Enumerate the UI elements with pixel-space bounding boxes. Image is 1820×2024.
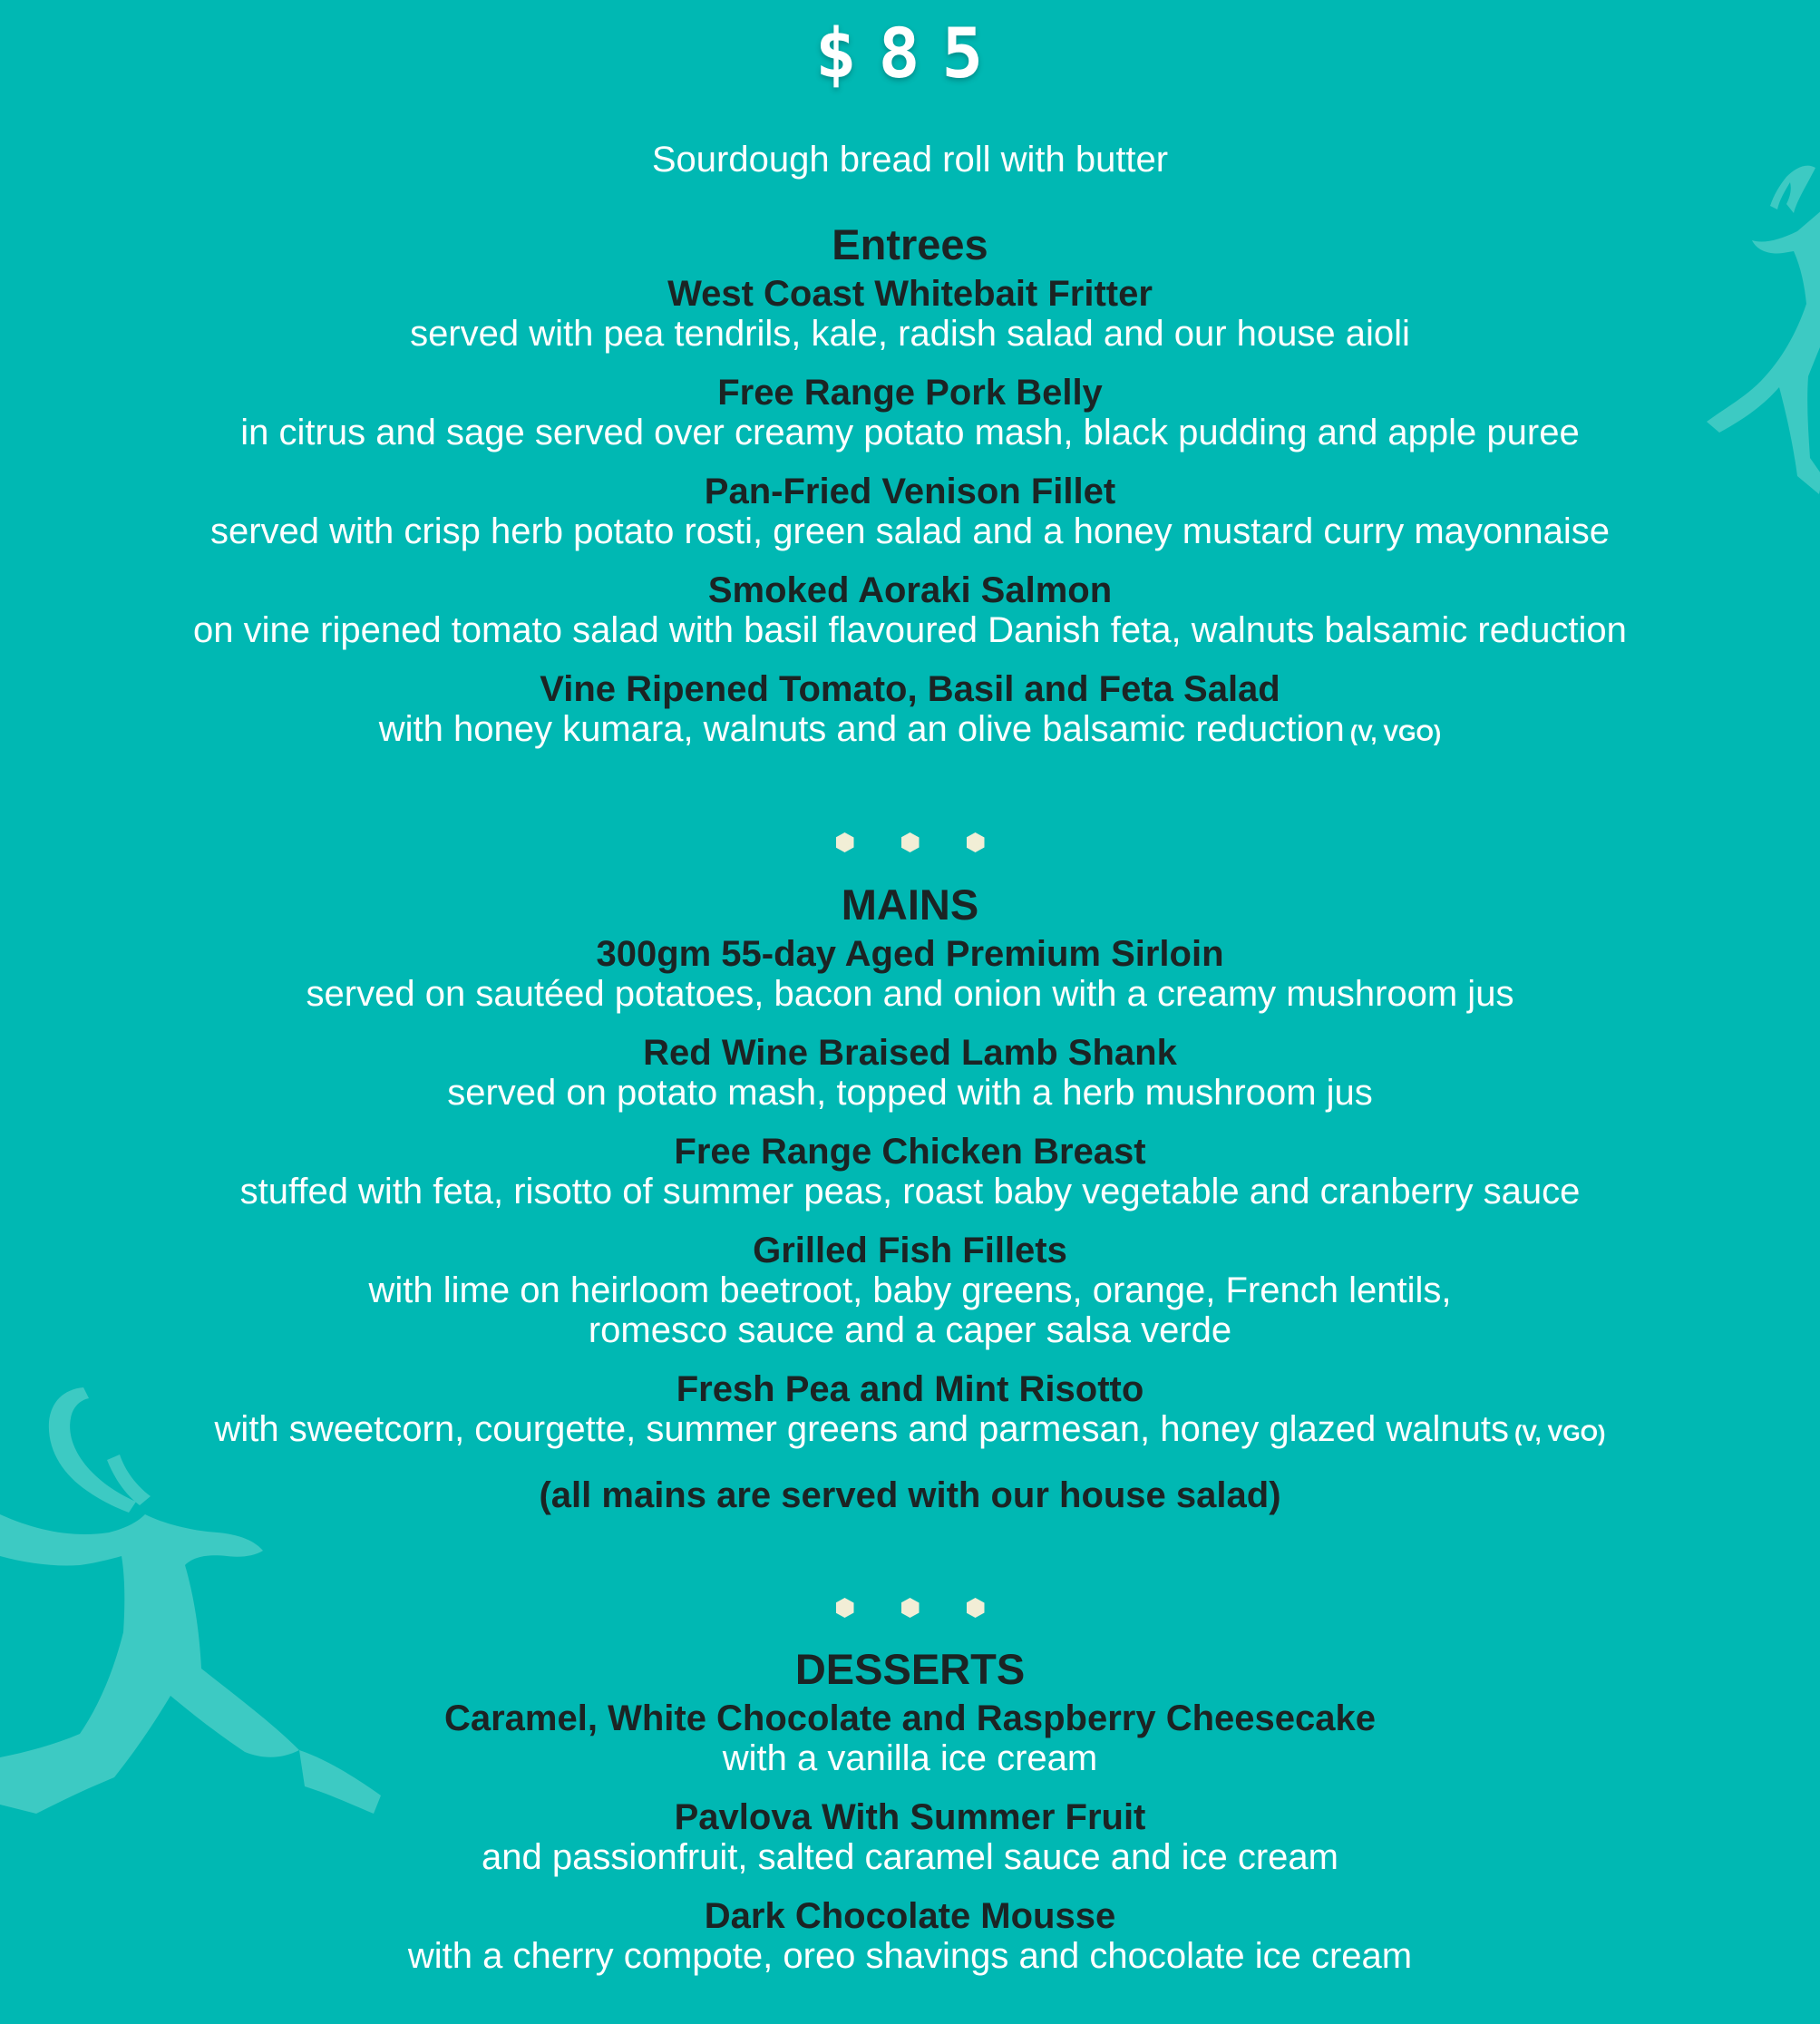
dish-name: Vine Ripened Tomato, Basil and Feta Salad	[540, 669, 1280, 709]
menu-item	[0, 669, 1820, 754]
menu-item	[0, 373, 1820, 452]
dish-description	[0, 709, 1820, 754]
dietary-tag: (V, VGO)	[1349, 721, 1442, 746]
dish-description: and passionfruit, salted caramel sauce and ice cream	[482, 1837, 1338, 1877]
dish-description: in citrus and sage served over creamy potato mash, black pudding and apple puree	[240, 413, 1580, 452]
dish-name: Red Wine Braised Lamb Shank	[643, 1033, 1177, 1073]
dish-description-text: with sweetcorn, courgette, summer greens and parmesan, honey glazed walnuts	[214, 1409, 1509, 1449]
menu-item	[0, 570, 1820, 650]
menu-item	[0, 1132, 1820, 1211]
menu-item	[0, 1369, 1820, 1454]
hexagon-dot-icon	[901, 832, 920, 852]
menu-item	[0, 934, 1820, 1014]
dish-description	[0, 1409, 1820, 1454]
dietary-tag: (V, VGO)	[1513, 1421, 1606, 1446]
menu-item	[0, 1033, 1820, 1113]
mains-section	[0, 880, 1820, 1518]
dish-description: served with pea tendrils, kale, radish salad and our house aioli	[410, 314, 1410, 354]
hexagon-dot-icon	[967, 1598, 985, 1618]
dish-description: served on potato mash, topped with a herb mushroom jus	[447, 1073, 1373, 1113]
entrees-section	[0, 219, 1820, 773]
desserts-heading: DESSERTS	[794, 1645, 1026, 1693]
dish-description: on vine ripened tomato salad with basil flavoured Danish feta, walnuts balsamic reduction	[193, 610, 1627, 650]
dish-name: Grilled Fish Fillets	[753, 1231, 1067, 1270]
hexagon-dot-icon	[836, 1598, 854, 1618]
dish-name: Fresh Pea and Mint Risotto	[676, 1369, 1144, 1409]
dish-description: with lime on heirloom beetroot, baby greens, orange, French lentils,	[368, 1270, 1452, 1310]
dish-description-text: with honey kumara, walnuts and an olive balsamic reduction	[378, 709, 1345, 749]
set-menu-price: $85	[814, 13, 1006, 93]
bread-course: Sourdough bread roll with butter	[651, 140, 1169, 180]
dish-name: Caramel, White Chocolate and Raspberry Cheesecake	[443, 1698, 1377, 1738]
dish-name: Free Range Chicken Breast	[674, 1132, 1146, 1172]
dish-name: Dark Chocolate Mousse	[704, 1896, 1116, 1936]
menu-item	[0, 1797, 1820, 1877]
menu-item	[0, 1698, 1820, 1778]
dish-name: Free Range Pork Belly	[717, 373, 1103, 413]
dish-name: 300gm 55-day Aged Premium Sirloin	[596, 934, 1224, 974]
dish-description: with a cherry compote, oreo shavings and chocolate ice cream	[407, 1936, 1413, 1976]
menu-item	[0, 274, 1820, 354]
menu-item	[0, 1231, 1820, 1350]
dish-name: Smoked Aoraki Salmon	[707, 570, 1113, 610]
dish-name: Pavlova With Summer Fruit	[674, 1797, 1146, 1837]
mains-heading: MAINS	[841, 881, 979, 929]
menu-item	[0, 472, 1820, 551]
hexagon-dot-icon	[836, 832, 854, 852]
section-divider	[0, 832, 1820, 854]
dish-description: stuffed with feta, risotto of summer peas, roast baby vegetable and cranberry sauce	[239, 1172, 1581, 1211]
menu-item	[0, 1896, 1820, 1976]
dish-description: served with crisp herb potato rosti, green salad and a honey mustard curry mayonnaise	[209, 511, 1611, 551]
dish-name: Pan-Fried Venison Fillet	[704, 472, 1116, 511]
hexagon-dot-icon	[967, 832, 985, 852]
mains-note: (all mains are served with our house salad)	[539, 1475, 1281, 1515]
desserts-section	[0, 1644, 1820, 1995]
entrees-heading: Entrees	[832, 220, 988, 268]
hexagon-dot-icon	[901, 1598, 920, 1618]
dish-name: West Coast Whitebait Fritter	[667, 274, 1153, 314]
dish-description: with a vanilla ice cream	[722, 1738, 1098, 1778]
section-divider	[0, 1598, 1820, 1620]
dish-description: romesco sauce and a caper salsa verde	[588, 1310, 1232, 1350]
dish-description: served on sautéed potatoes, bacon and onion with a creamy mushroom jus	[306, 974, 1514, 1014]
